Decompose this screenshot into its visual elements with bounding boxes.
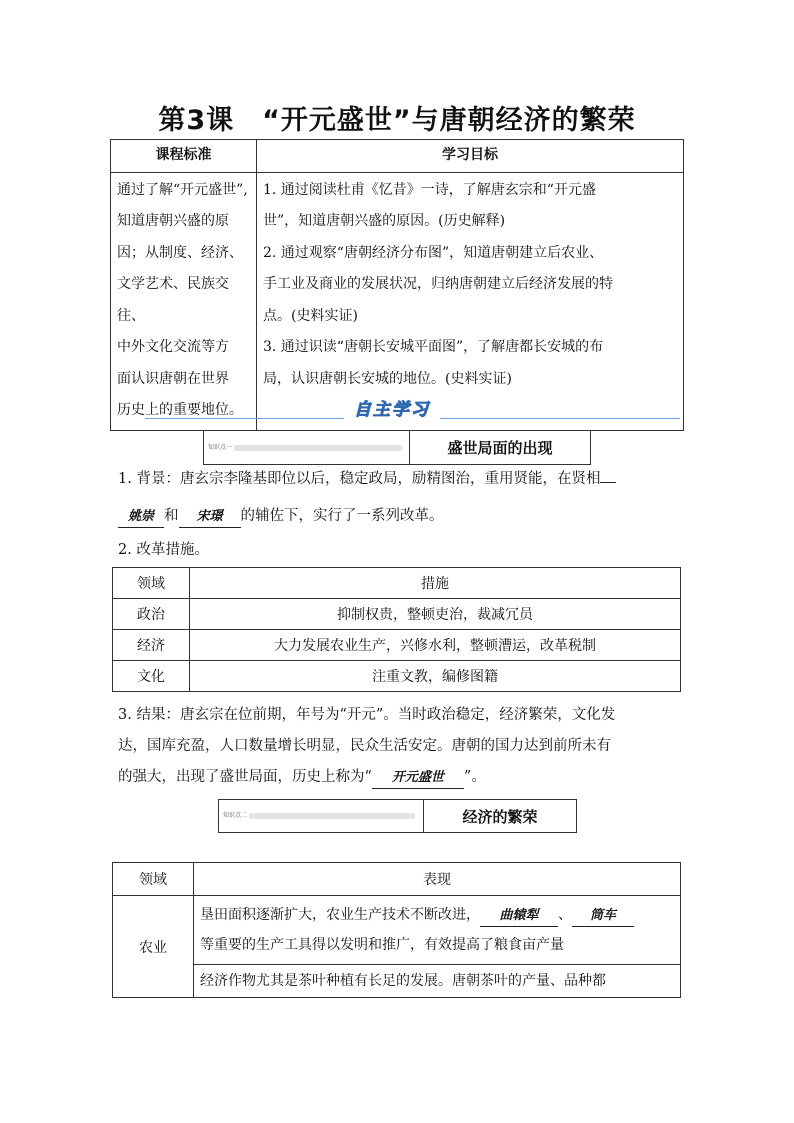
objective-line: 2. 通过观察“唐朝经济分布图”，知道唐朝建立后农业、 <box>263 244 604 261</box>
background-tail: 的辅佐下，实行了一系列改革。 <box>240 508 444 524</box>
standards-text <box>111 172 257 430</box>
header-objectives: 学习目标 <box>257 140 684 173</box>
point-tag: 知识点一 <box>208 443 233 451</box>
point-tag-area <box>204 431 410 464</box>
answer-blank: 曲辕犁 <box>480 906 558 927</box>
result-line: 的强大，出现了盛世局面，历史上称为“ <box>118 769 372 785</box>
section-heading: 自主学习 <box>344 399 440 421</box>
connector-text: 和 <box>164 508 179 524</box>
answer-blank: 宋璟 <box>179 507 241 528</box>
table-cell: 注重文教，编修图籍 <box>190 661 681 692</box>
objective-line: 点。(史料实证) <box>263 307 358 324</box>
header-field: 领域 <box>113 863 194 896</box>
table-cell: 抑制权贵，整顿吏治，裁减冗员 <box>190 599 681 630</box>
row-label-agriculture: 农业 <box>113 896 194 998</box>
point-tag-area <box>219 800 424 832</box>
result-line: ”。 <box>463 769 486 785</box>
objectives-text <box>257 172 684 430</box>
standards-line: 面认识唐朝在世界 <box>117 370 229 387</box>
standards-line: 历史上的重要地位。 <box>117 402 243 418</box>
agriculture-tools <box>194 896 681 965</box>
table-cell: 政治 <box>113 599 190 630</box>
measures-table <box>112 567 681 692</box>
table-cell: 大力发展农业生产，兴修水利，整顿漕运，改革税制 <box>190 630 681 661</box>
standards-line: 中外文化交流等方 <box>117 339 229 355</box>
separator: 、 <box>558 907 572 923</box>
result-line: 3. 结果：唐玄宗在位前期，年号为“开元”。当时政治稳定，经济繁荣，文化发 <box>118 707 616 723</box>
knowledge-point-2 <box>218 799 577 833</box>
table-cell: 文化 <box>113 661 190 692</box>
blank-line <box>600 482 616 483</box>
agriculture-tea: 经济作物尤其是茶叶种植有长足的发展。唐朝茶叶的产量、品种都 <box>194 965 681 998</box>
header-performance: 表现 <box>194 863 681 896</box>
point-title: 经济的繁荣 <box>462 807 538 826</box>
page-title: 第3课 “开元盛世”与唐朝经济的繁荣 <box>158 105 636 136</box>
measures-heading: 2. 改革措施。 <box>118 542 209 558</box>
point-bar <box>249 813 415 819</box>
result-line: 达，国库充盈，人口数量增长明显，民众生活安定。唐朝的国力达到前所未有 <box>118 738 611 754</box>
point-bar <box>234 445 402 451</box>
economy-table <box>112 862 681 998</box>
standards-table <box>110 139 684 431</box>
result-paragraph <box>118 700 683 793</box>
standards-line: 因；从制度、经济、 <box>117 244 243 261</box>
background-paragraph <box>118 464 683 532</box>
point-title: 盛世局面的出现 <box>447 439 553 457</box>
description-text: 垦田面积逐渐扩大，农业生产技术不断改进， <box>200 907 480 923</box>
knowledge-point-1 <box>203 430 591 465</box>
point-tag: 知识点二 <box>223 812 248 819</box>
objective-line: 世”，知道唐朝兴盛的原因。(历史解释) <box>263 213 506 229</box>
standards-line: 通过了解“开元盛世”, <box>117 181 248 198</box>
objective-line: 3. 通过识读“唐朝长安城平面图”，了解唐都长安城的布 <box>263 339 604 355</box>
answer-blank: 开元盛世 <box>372 768 464 789</box>
objective-line: 1. 通过阅读杜甫《忆昔》一诗，了解唐玄宗和“开元盛 <box>263 181 596 198</box>
background-text: 1. 背景：唐玄宗李隆基即位以后，稳定政局，励精图治，重用贤能，在贤相 <box>118 471 601 487</box>
standards-line: 文学艺术、民族交往、 <box>117 276 229 324</box>
table-cell: 经济 <box>113 630 190 661</box>
answer-blank: 姚崇 <box>118 507 164 528</box>
header-standards: 课程标准 <box>111 140 257 173</box>
header-measure: 措施 <box>190 568 681 599</box>
answer-blank: 筒车 <box>572 906 634 927</box>
objective-line: 手工业及商业的发展状况，归纳唐朝建立后经济发展的特 <box>263 276 613 292</box>
objective-line: 局，认识唐朝长安城的地位。(史料实证) <box>263 370 512 387</box>
description-text: 等重要的生产工具得以发明和推广，有效提高了粮食亩产量 <box>200 937 564 953</box>
standards-line: 知道唐朝兴盛的原 <box>117 213 229 229</box>
header-field: 领域 <box>113 568 190 599</box>
